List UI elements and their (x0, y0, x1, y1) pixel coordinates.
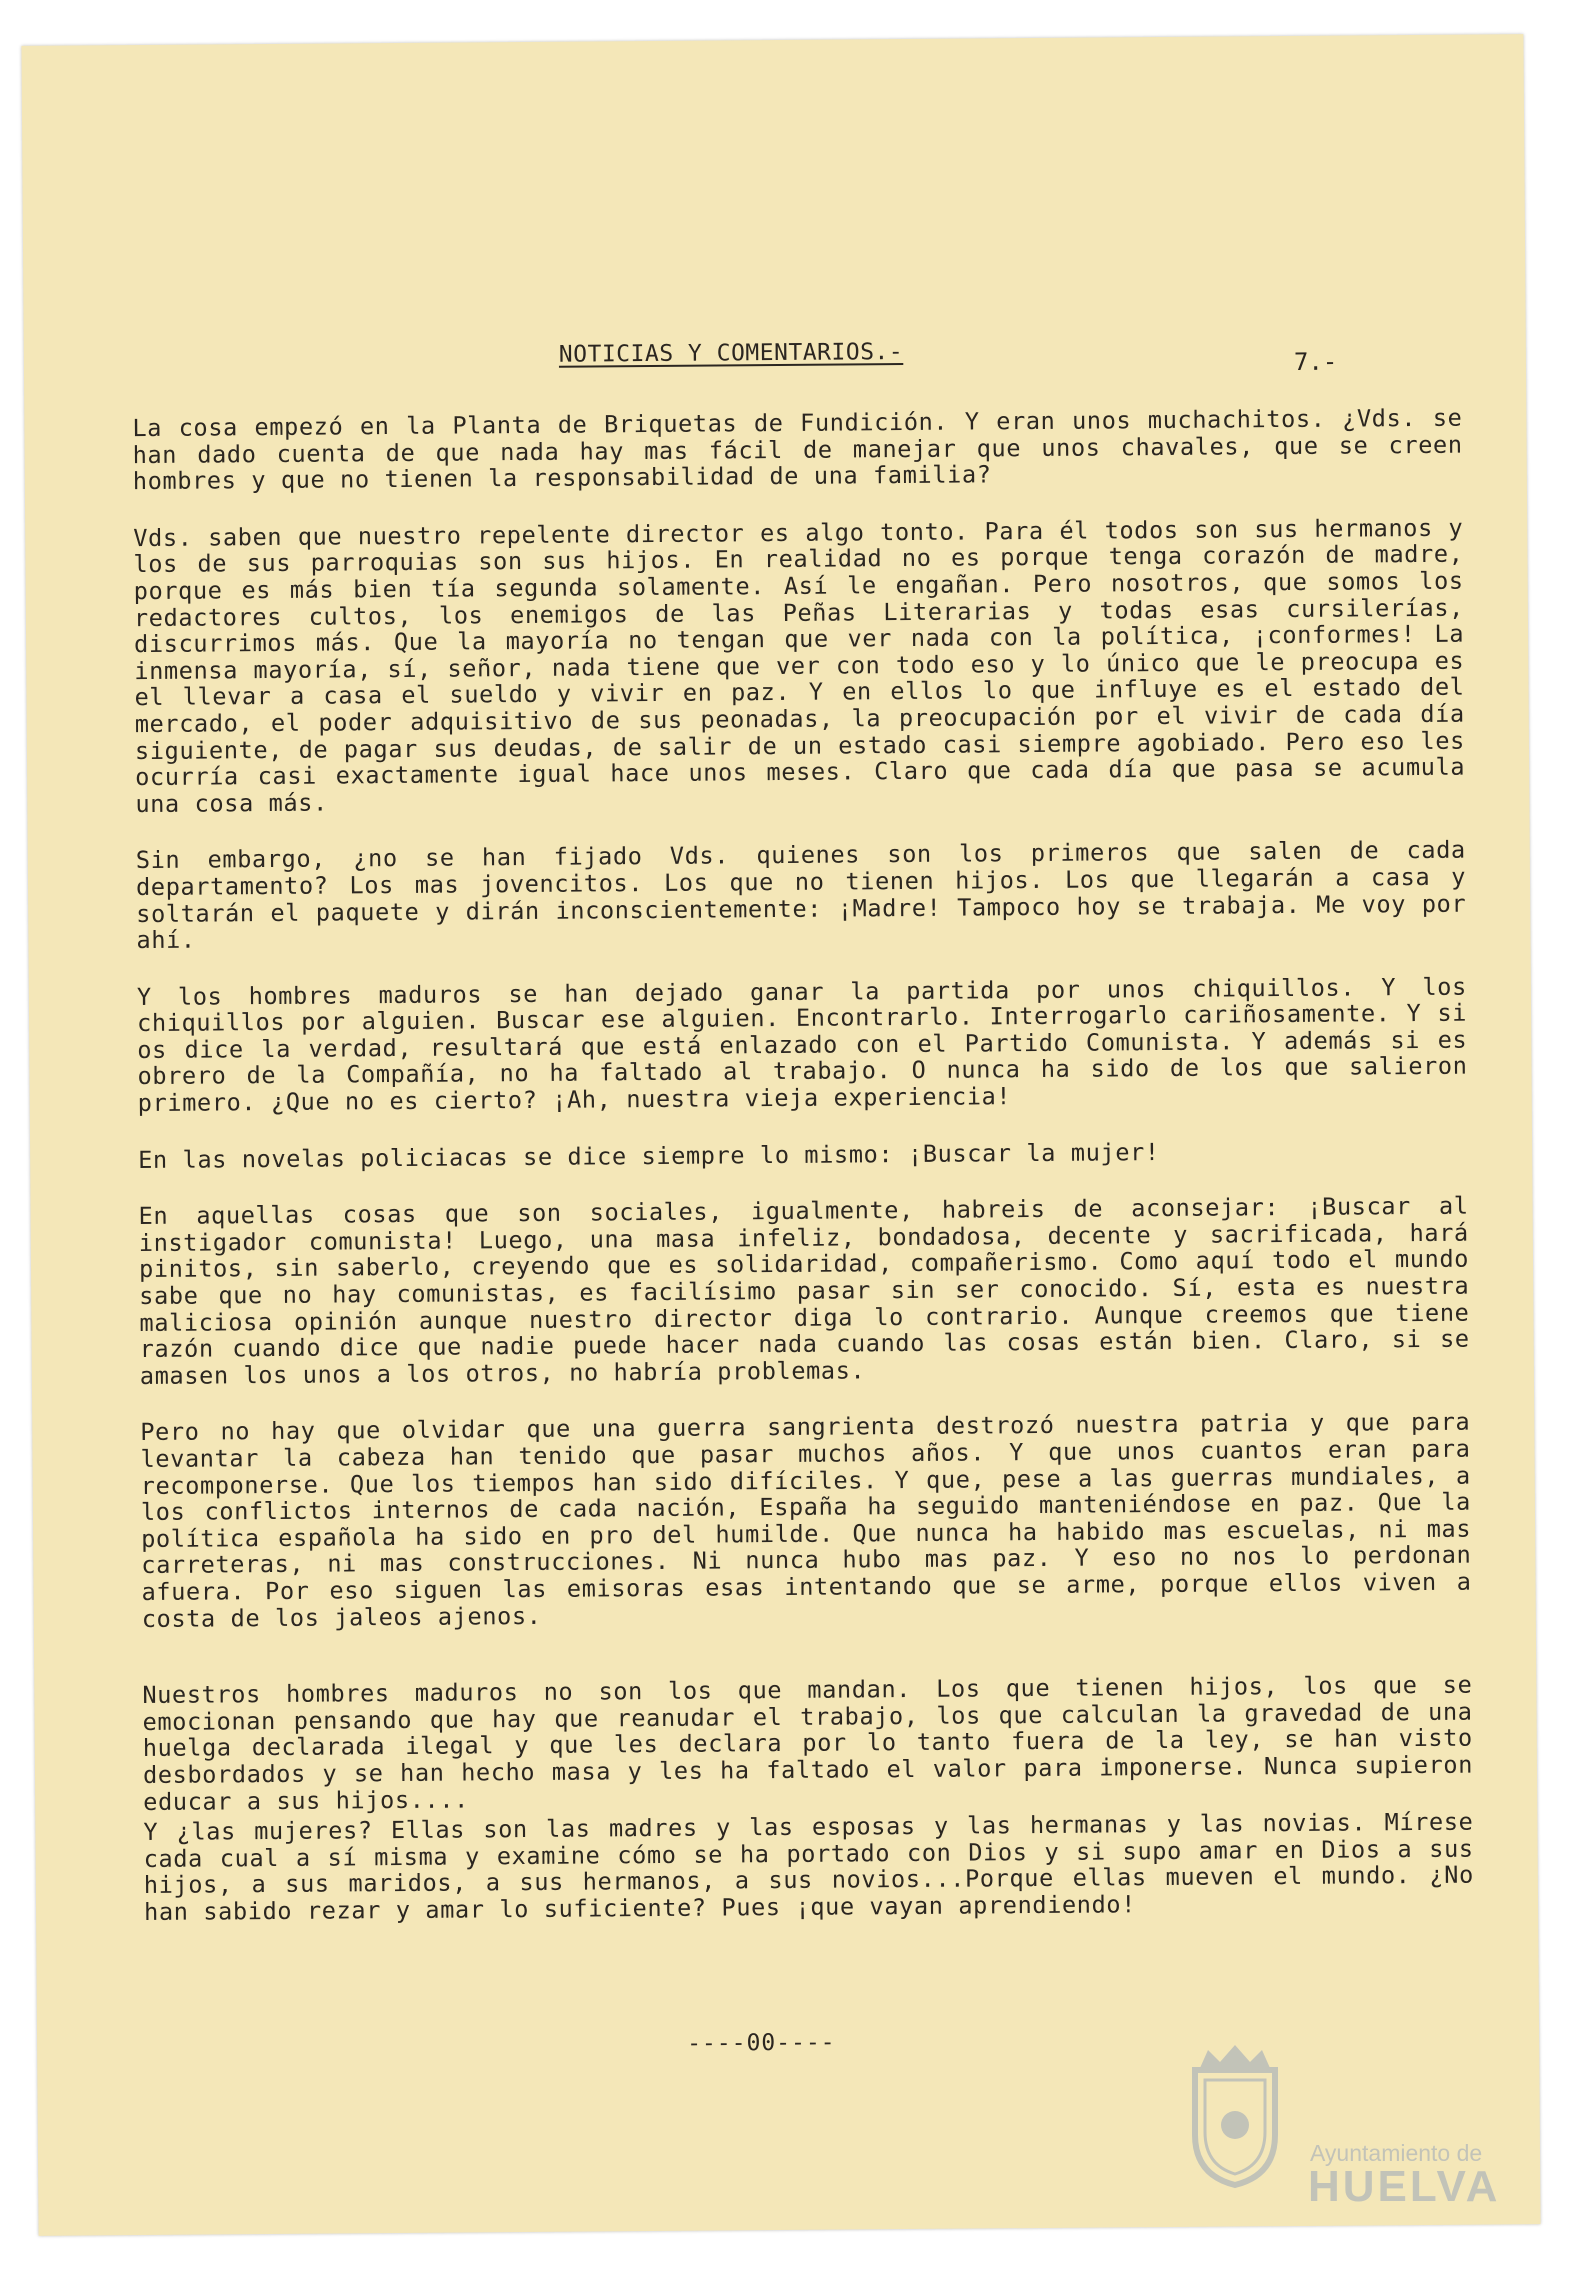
paragraph: La cosa empezó en la Planta de Briquetas de Fundición. Y eran unos muchachitos. ¿Vds. se han dado cuenta de que nada hay mas fácil de manejar que unos chavales, que se creen hombres y que no tienen la responsabilidad de una familia? (132, 403, 1463, 496)
watermark-line-1: Ayuntamiento de (1310, 2140, 1483, 2166)
article-body (132, 405, 1474, 1956)
paragraph: En aquellas cosas que son sociales, igualmente, habreis de aconsejar: ¡Buscar al instigador comunista! Luego, una masa infeliz, bondadosa, decente y sacrificada, hará pinitos, sin saberlo, creyendo que es solidaridad, compañerismo. Como aquí todo el mundo sabe que no hay comunistas, es facilísimo pasar sin ser conocido. Sí, esta es nuestra maliciosa opinión aunque nuestro director diga lo contrario. Aunque creemos que tiene razón cuando dice que nadie puede hacer nada cuando las cosas están bien. Claro, si se amasen los unos a los otros, no habría problemas. (138, 1191, 1470, 1390)
paragraph: En las novelas policiacas se dice siempre lo mismo: ¡Buscar la mujer! (138, 1137, 1160, 1174)
paragraph: Pero no hay que olvidar que una guerra sangrienta destrozó nuestra patria y que para levantar la cabeza han tenido que pasar muchos años. Y que unos cuantos eran para recomponerse. Que los tiempos han sido difíciles. Y que, pese a las guerras mundiales, a los conflictos internos de cada nación, España ha seguido manteniéndose en paz. Que la política española ha sido en pro del humilde. Que nunca ha habido mas escuelas, ni mas carreteras, ni mas construcciones. Ni nunca hubo mas paz. Y eso no nos lo perdonan afuera. Por eso siguen las emisoras esas intentando que se arme, porque ellos viven a costa de los jaleos ajenos. (140, 1408, 1472, 1633)
paragraph: Nuestros hombres maduros no son los que mandan. Los que tienen hijos, los que se emocionan pensando que hay que reanudar el trabajo, los que calculan la gravedad de una huelga declarada ilegal y que les declara por lo tanto fuera de la ley, se han visto desbordados y se han hecho masa y les ha faltado el valor para imponerse. Nunca supieron educar a sus hijos.... (142, 1670, 1474, 1816)
paragraph: Vds. saben que nuestro repelente director es algo tonto. Para él todos son sus hermanos y los de sus parroquias son sus hijos. En realidad no es porque tenga corazón de madre, porque es más bien tía segunda solamente. Así le engañan. Pero nosotros, que somos los redactores cultos, los enemigos de las Peñas Literarias y todas esas cursilerías, discurrimos más. Que la mayoría no tengan que ver nada con la política, ¡conformes! La inmensa mayoría, sí, señor, nada tiene que ver con todo eso y lo único que le preocupa es el llevar a casa el sueldo y vivir en paz. Y en ellos lo que influye es el estado del mercado, el poder adquisitivo de sus peonadas, la preocupación por el vivir de cada día siguiente, de pagar sus deudas, de salir de un estado casi siempre agobiado. Pero eso les ocurría casi exactamente igual hace unos meses. Claro que cada día que pasa se acumula una cosa más. (133, 513, 1466, 818)
watermark-line-2: HUELVA (1308, 2162, 1501, 2211)
coat-of-arms-icon (1180, 2040, 1290, 2190)
paragraph: Y ¿las mujeres? Ellas son las madres y las esposas y las hermanas y las novias. Mírese cada cual a sí misma y examine cómo se ha portado con Dios y si supo amar en Dios a sus hijos, a sus maridos, a sus hermanos, a sus novios...Porque ellas mueven el mundo. ¿No han sabido rezar y amar lo suficiente? Pues ¡que vayan aprendiendo! (143, 1807, 1474, 1926)
paragraph: Sin embargo, ¿no se han fijado Vds. quienes son los primeros que salen de cada departamento? Los mas jovencitos. Los que no tienen hijos. Los que llegarán a casa y soltarán el paquete y dirán inconscientemente: ¡Madre! Tampoco hoy se trabaja. Me voy por ahí. (135, 835, 1467, 955)
closing-mark: ----00---- (687, 2029, 836, 2057)
document-page (21, 34, 1540, 2236)
page-number: 7.- (1293, 347, 1338, 376)
paragraph: Y los hombres maduros se han dejado ganar la partida por unos chiquillos. Y los chiquillos por alguien. Buscar ese alguien. Encontrarlo. Interrogarlo cariñosamente. Y si os dice la verdad, resultará que está enlazado con el Partido Comunista. Y además si es obrero de la Compañía, no ha faltado al trabajo. O nunca ha sido de los que salieron primero. ¿Que no es cierto? ¡Ah, nuestra vieja experiencia! (136, 972, 1468, 1118)
page-title: NOTICIAS Y COMENTARIOS.- (558, 339, 904, 368)
ayuntamiento-huelva-watermark (1160, 2040, 1510, 2211)
